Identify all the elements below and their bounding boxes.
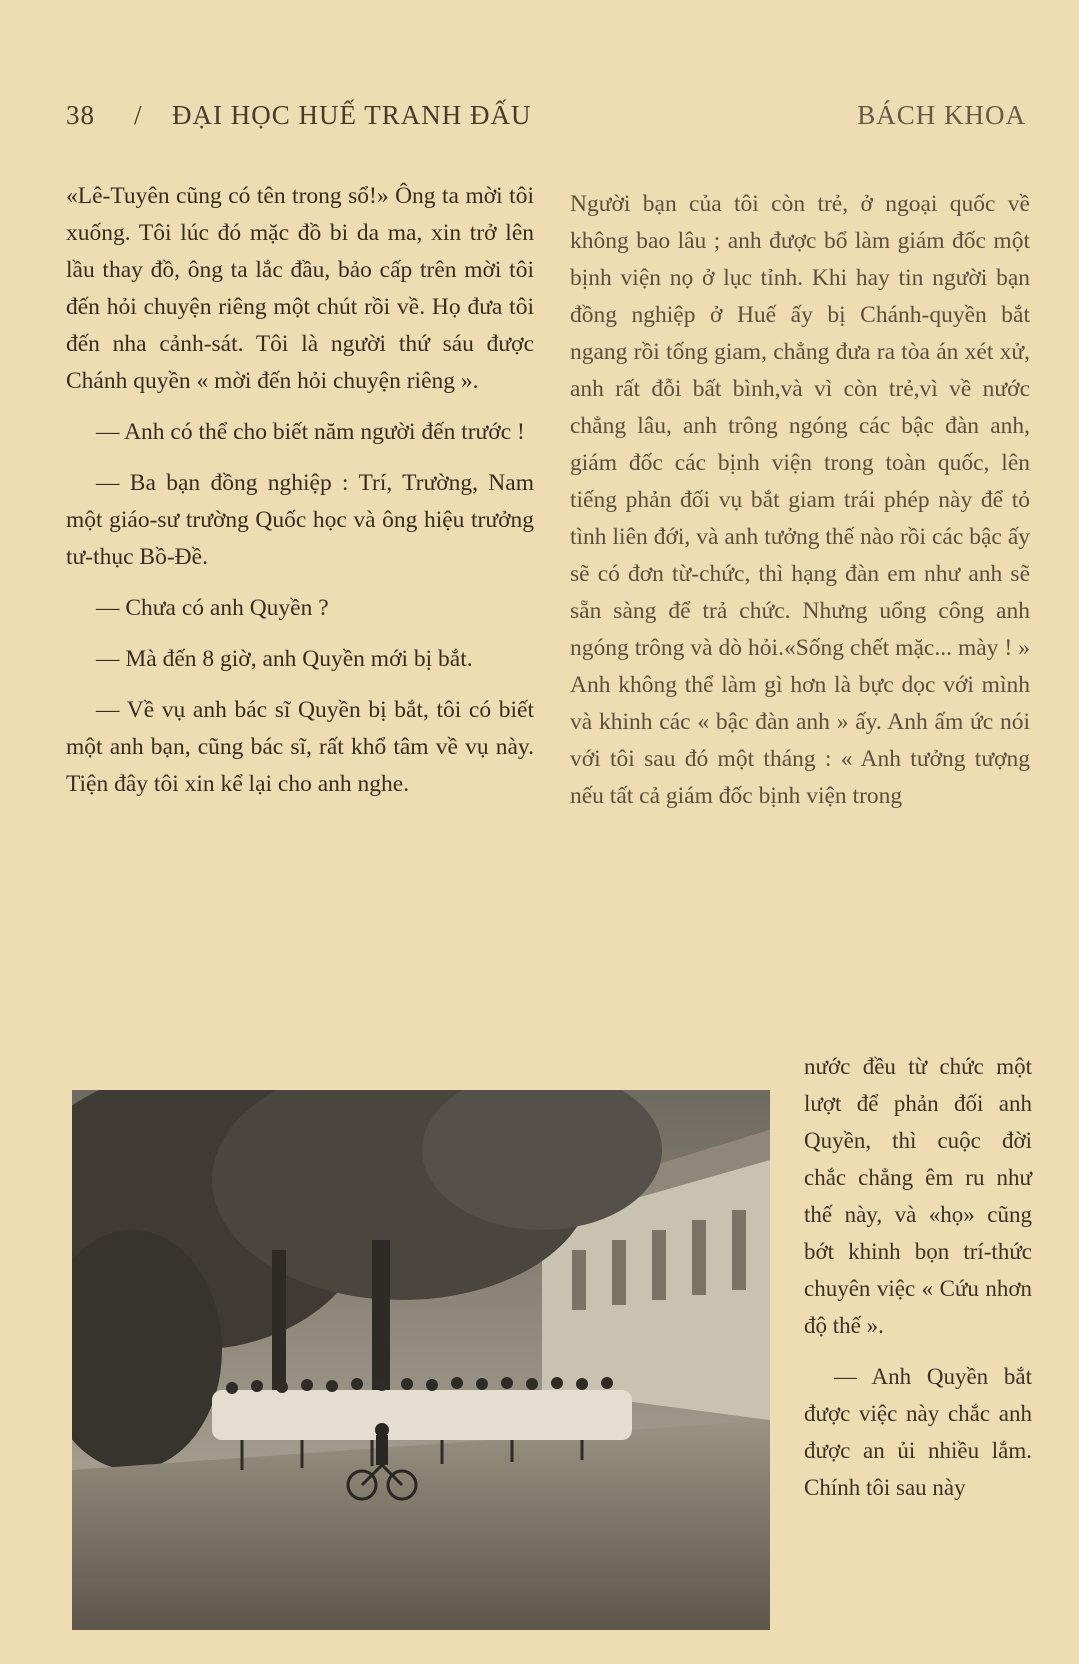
paragraph: — Mà đến 8 giờ, anh Quyền mới bị bắt. [96, 646, 473, 672]
right-column [570, 186, 1030, 829]
page-header [66, 100, 1026, 140]
paragraph: nước đều từ chức một lượt để phản đối anh Quyền, thì cuộc đời chắc chẳng êm ru như thế này, và «họ» cũng bớt khinh bọn trí-thức chuyên việc « Cứu nhơn độ thế ». [804, 1054, 1032, 1338]
header-separator: / [134, 100, 143, 130]
left-column [66, 178, 534, 817]
paragraph: — Anh có thể cho biết năm người đến trước ! [96, 419, 525, 445]
paragraph: — Chưa có anh Quyền ? [96, 595, 329, 621]
paragraph: — Anh Quyền bắt được việc này chắc anh được an ủi nhiều lắm. Chính tôi sau này [804, 1364, 1032, 1500]
street-crowd-photo [72, 1090, 770, 1630]
paragraph: — Ba bạn đồng nghiệp : Trí, Trường, Nam một giáo-sư trường Quốc học và ông hiệu trưởng tư-thục Bồ-Đề. [66, 470, 534, 570]
photo-illustration [72, 1090, 770, 1630]
page-number: 38 [66, 100, 95, 130]
right-column-narrow [804, 1048, 1032, 1520]
section-title: ĐẠI HỌC HUẾ TRANH ĐẤU [172, 100, 532, 130]
magazine-title: BÁCH KHOA [857, 100, 1026, 130]
paragraph: — Về vụ anh bác sĩ Quyền bị bắt, tôi có biết một anh bạn, cũng bác sĩ, rất khổ tâm về vụ này. Tiện đây tôi xin kể lại cho anh nghe. [66, 697, 534, 797]
paragraph: «Lê-Tuyên cũng có tên trong sổ!» Ông ta mời tôi xuống. Tôi lúc đó mặc đồ bi da ma, xin trở lên lầu thay đồ, ông ta lắc đầu, bảo cấp trên mời tôi đến hỏi chuyện riêng một chút rồi về. Họ đưa tôi đến nha cảnh-sát. Tôi là người thứ sáu được Chánh quyền « mời đến hỏi chuyện riêng ». [66, 183, 534, 394]
paragraph: Người bạn của tôi còn trẻ, ở ngoại quốc về không bao lâu ; anh được bổ làm giám đốc một bịnh viện nọ ở lục tỉnh. Khi hay tin người bạn đồng nghiệp ở Huế ấy bị Chánh-quyền bắt ngang rồi tống giam, chẳng đưa ra tòa án xét xử, anh rất đỗi bất bình,và vì còn trẻ,vì về nước chẳng lâu, anh trông ngóng các bậc đàn anh, giám đốc các bịnh viện trong toàn quốc, lên tiếng phản đối vụ bắt giam trái phép này để tỏ tình liên đới, và anh tưởng thế nào rồi các bậc ấy sẽ có đơn từ-chức, thì hạng đàn em như anh sẽ sẵn sàng để trả chức. Nhưng uổng công anh ngóng trông và dò hỏi.«Sống chết mặc... mày ! » Anh không thể làm gì hơn là bực dọc với mình và khinh các « bậc đàn anh » ấy. Anh ấm ức nói với tôi sau đó một tháng : « Anh tưởng tượng nếu tất cả giám đốc bịnh viện trong [570, 191, 1030, 809]
